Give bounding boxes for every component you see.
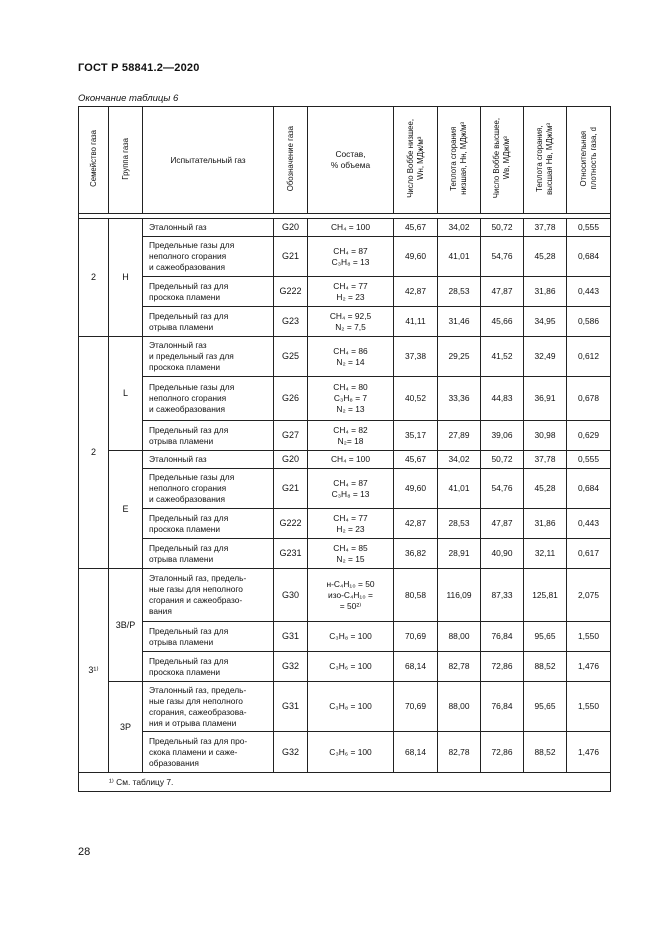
wobbe-lower-cell: 42,87 xyxy=(394,277,438,307)
gas-code-cell: G21 xyxy=(274,469,308,509)
col-group: Группа газа xyxy=(109,107,143,214)
heat-upper-cell: 32,49 xyxy=(524,337,567,377)
wobbe-upper-cell: 72,86 xyxy=(481,652,524,682)
col-composition: Состав, % объема xyxy=(308,107,394,214)
composition-cell: н-C₄H₁₀ = 50 изо-C₄H₁₀ = = 50²⁾ xyxy=(308,569,394,622)
footnote-row xyxy=(79,773,611,792)
heat-lower-cell: 88,00 xyxy=(438,682,481,732)
density-cell: 0,443 xyxy=(567,509,611,539)
heat-upper-cell: 95,65 xyxy=(524,622,567,652)
heat-lower-cell: 41,01 xyxy=(438,469,481,509)
gas-name-cell: Предельные газы для неполного сгорания и сажеобразования xyxy=(143,469,274,509)
table-row xyxy=(79,337,611,377)
wobbe-upper-cell: 44,83 xyxy=(481,377,524,421)
gas-name-cell: Предельный газ для про- скока пламени и саже- образования xyxy=(143,732,274,773)
table-row xyxy=(79,377,611,421)
wobbe-upper-cell: 50,72 xyxy=(481,219,524,237)
density-cell: 0,586 xyxy=(567,307,611,337)
family-cell: 3¹⁾ xyxy=(79,569,109,773)
heat-lower-cell: 116,09 xyxy=(438,569,481,622)
table-row xyxy=(79,451,611,469)
wobbe-upper-cell: 72,86 xyxy=(481,732,524,773)
density-cell: 1,550 xyxy=(567,682,611,732)
wobbe-upper-cell: 76,84 xyxy=(481,682,524,732)
wobbe-upper-cell: 76,84 xyxy=(481,622,524,652)
wobbe-lower-cell: 49,60 xyxy=(394,469,438,509)
density-cell: 0,684 xyxy=(567,237,611,277)
gas-code-cell: G21 xyxy=(274,237,308,277)
table-caption: Окончание таблицы 6 xyxy=(78,93,179,104)
wobbe-lower-cell: 36,82 xyxy=(394,539,438,569)
gas-code-cell: G25 xyxy=(274,337,308,377)
wobbe-upper-cell: 47,87 xyxy=(481,509,524,539)
gas-name-cell: Эталонный газ xyxy=(143,451,274,469)
composition-cell: C₃H₆ = 100 xyxy=(308,652,394,682)
wobbe-lower-cell: 40,52 xyxy=(394,377,438,421)
footnote: ¹⁾ См. таблицу 7. xyxy=(79,773,611,792)
heat-upper-cell: 36,91 xyxy=(524,377,567,421)
density-cell: 1,476 xyxy=(567,732,611,773)
heat-upper-cell: 30,98 xyxy=(524,421,567,451)
col-family: Семейство газа xyxy=(79,107,109,214)
table-row xyxy=(79,219,611,237)
gas-code-cell: G231 xyxy=(274,539,308,569)
gas-name-cell: Предельный газ для отрыва пламени xyxy=(143,421,274,451)
wobbe-upper-cell: 45,66 xyxy=(481,307,524,337)
heat-upper-cell: 37,78 xyxy=(524,451,567,469)
table-row xyxy=(79,622,611,652)
table-row xyxy=(79,539,611,569)
wobbe-lower-cell: 35,17 xyxy=(394,421,438,451)
wobbe-lower-cell: 70,69 xyxy=(394,622,438,652)
heat-upper-cell: 31,86 xyxy=(524,509,567,539)
gas-name-cell: Эталонный газ, предель- ные газы для неполного сгорания и сажеобразо- вания xyxy=(143,569,274,622)
table-row xyxy=(79,732,611,773)
wobbe-lower-cell: 80,58 xyxy=(394,569,438,622)
composition-cell: CH₄ = 100 xyxy=(308,219,394,237)
density-cell: 2,075 xyxy=(567,569,611,622)
wobbe-lower-cell: 42,87 xyxy=(394,509,438,539)
col-wobbe-lower: Число Воббе низшее, Wн, МДж/м³ xyxy=(394,107,438,214)
gas-code-cell: G26 xyxy=(274,377,308,421)
heat-upper-cell: 45,28 xyxy=(524,469,567,509)
heat-upper-cell: 32,11 xyxy=(524,539,567,569)
table-row xyxy=(79,277,611,307)
gas-name-cell: Эталонный газ xyxy=(143,219,274,237)
wobbe-lower-cell: 45,67 xyxy=(394,451,438,469)
heat-upper-cell: 95,65 xyxy=(524,682,567,732)
wobbe-upper-cell: 54,76 xyxy=(481,469,524,509)
gas-code-cell: G20 xyxy=(274,451,308,469)
standard-title: ГОСТ Р 58841.2—2020 xyxy=(78,62,200,74)
density-cell: 0,612 xyxy=(567,337,611,377)
wobbe-lower-cell: 41,11 xyxy=(394,307,438,337)
gas-name-cell: Предельные газы для неполного сгорания и сажеобразования xyxy=(143,237,274,277)
wobbe-lower-cell: 37,38 xyxy=(394,337,438,377)
heat-lower-cell: 28,53 xyxy=(438,509,481,539)
heat-lower-cell: 82,78 xyxy=(438,732,481,773)
wobbe-lower-cell: 68,14 xyxy=(394,652,438,682)
wobbe-upper-cell: 40,90 xyxy=(481,539,524,569)
heat-lower-cell: 34,02 xyxy=(438,219,481,237)
composition-cell: CH₄ = 87 C₃H₈ = 13 xyxy=(308,469,394,509)
wobbe-upper-cell: 87,33 xyxy=(481,569,524,622)
table-row xyxy=(79,469,611,509)
gas-code-cell: G222 xyxy=(274,277,308,307)
col-heat-upper: Теплота сгорания, высшая Нв, МДж/м³ xyxy=(524,107,567,214)
gas-code-cell: G31 xyxy=(274,622,308,652)
heat-lower-cell: 31,46 xyxy=(438,307,481,337)
table-row xyxy=(79,652,611,682)
col-designation: Обозначение газа xyxy=(274,107,308,214)
gas-name-cell: Эталонный газ, предель- ные газы для неполного сгорания, сажеобразова- ния и отрыва пламени xyxy=(143,682,274,732)
density-cell: 0,684 xyxy=(567,469,611,509)
density-cell: 0,629 xyxy=(567,421,611,451)
heat-lower-cell: 28,91 xyxy=(438,539,481,569)
wobbe-lower-cell: 70,69 xyxy=(394,682,438,732)
col-heat-lower: Теплота сгорания низшая, Нн, МДж/м³ xyxy=(438,107,481,214)
composition-cell: C₃H₈ = 100 xyxy=(308,682,394,732)
heat-lower-cell: 28,53 xyxy=(438,277,481,307)
density-cell: 1,476 xyxy=(567,652,611,682)
table-row xyxy=(79,421,611,451)
group-cell: 3B/P xyxy=(109,569,143,682)
group-cell: E xyxy=(109,451,143,569)
composition-cell: CH₄ = 87 C₃H₈ = 13 xyxy=(308,237,394,277)
col-density: Относительная плотность газа, d xyxy=(567,107,611,214)
col-test-gas: Испытательный газ xyxy=(143,107,274,214)
gas-name-cell: Предельный газ для отрыва пламени xyxy=(143,307,274,337)
composition-cell: C₃H₈ = 100 xyxy=(308,622,394,652)
gas-code-cell: G27 xyxy=(274,421,308,451)
heat-lower-cell: 82,78 xyxy=(438,652,481,682)
heat-lower-cell: 27,89 xyxy=(438,421,481,451)
composition-cell: CH₄ = 100 xyxy=(308,451,394,469)
heat-upper-cell: 45,28 xyxy=(524,237,567,277)
wobbe-upper-cell: 41,52 xyxy=(481,337,524,377)
heat-lower-cell: 88,00 xyxy=(438,622,481,652)
composition-cell: CH₄ = 80 C₃H₈ = 7 N₂ = 13 xyxy=(308,377,394,421)
gas-code-cell: G32 xyxy=(274,652,308,682)
density-cell: 0,617 xyxy=(567,539,611,569)
gas-code-cell: G31 xyxy=(274,682,308,732)
wobbe-upper-cell: 47,87 xyxy=(481,277,524,307)
heat-lower-cell: 41,01 xyxy=(438,237,481,277)
gas-table xyxy=(78,106,611,792)
table-row xyxy=(79,682,611,732)
heat-lower-cell: 34,02 xyxy=(438,451,481,469)
gas-code-cell: G32 xyxy=(274,732,308,773)
heat-lower-cell: 33,36 xyxy=(438,377,481,421)
wobbe-upper-cell: 39,06 xyxy=(481,421,524,451)
heat-upper-cell: 31,86 xyxy=(524,277,567,307)
group-cell: H xyxy=(109,219,143,337)
gas-name-cell: Предельный газ для отрыва пламени xyxy=(143,622,274,652)
gas-name-cell: Предельные газы для неполного сгорания и сажеобразования xyxy=(143,377,274,421)
heat-upper-cell: 88,52 xyxy=(524,732,567,773)
composition-cell: CH₄ = 77 H₂ = 23 xyxy=(308,277,394,307)
group-cell: L xyxy=(109,337,143,451)
heat-upper-cell: 125,81 xyxy=(524,569,567,622)
page-number: 28 xyxy=(78,846,91,858)
wobbe-lower-cell: 45,67 xyxy=(394,219,438,237)
wobbe-lower-cell: 68,14 xyxy=(394,732,438,773)
family-cell: 2 xyxy=(79,337,109,569)
composition-cell: CH₄ = 77 H₂ = 23 xyxy=(308,509,394,539)
table-row xyxy=(79,509,611,539)
header-row xyxy=(79,107,611,214)
composition-cell: CH₄ = 85 N₂ = 15 xyxy=(308,539,394,569)
density-cell: 0,555 xyxy=(567,219,611,237)
table-row xyxy=(79,237,611,277)
wobbe-upper-cell: 50,72 xyxy=(481,451,524,469)
heat-upper-cell: 88,52 xyxy=(524,652,567,682)
gas-code-cell: G20 xyxy=(274,219,308,237)
gas-name-cell: Предельный газ для отрыва пламени xyxy=(143,539,274,569)
family-cell: 2 xyxy=(79,219,109,337)
composition-cell: CH₄ = 92,5 N₂ = 7,5 xyxy=(308,307,394,337)
heat-lower-cell: 29,25 xyxy=(438,337,481,377)
density-cell: 0,443 xyxy=(567,277,611,307)
density-cell: 0,555 xyxy=(567,451,611,469)
gas-code-cell: G222 xyxy=(274,509,308,539)
gas-name-cell: Предельный газ для проскока пламени xyxy=(143,509,274,539)
col-wobbe-upper: Число Воббе высшее, Wв, МДж/м³ xyxy=(481,107,524,214)
density-cell: 0,678 xyxy=(567,377,611,421)
composition-cell: CH₄ = 86 N₂ = 14 xyxy=(308,337,394,377)
wobbe-lower-cell: 49,60 xyxy=(394,237,438,277)
table-row xyxy=(79,307,611,337)
group-cell: 3P xyxy=(109,682,143,773)
gas-name-cell: Эталонный газ и предельный газ для проскока пламени xyxy=(143,337,274,377)
heat-upper-cell: 34,95 xyxy=(524,307,567,337)
gas-code-cell: G30 xyxy=(274,569,308,622)
density-cell: 1,550 xyxy=(567,622,611,652)
gas-name-cell: Предельный газ для проскока пламени xyxy=(143,652,274,682)
composition-cell: CH₄ = 82 N₂= 18 xyxy=(308,421,394,451)
composition-cell: C₃H₆ = 100 xyxy=(308,732,394,773)
table-body xyxy=(79,219,611,773)
table-row xyxy=(79,569,611,622)
gas-name-cell: Предельный газ для проскока пламени xyxy=(143,277,274,307)
gas-code-cell: G23 xyxy=(274,307,308,337)
heat-upper-cell: 37,78 xyxy=(524,219,567,237)
wobbe-upper-cell: 54,76 xyxy=(481,237,524,277)
